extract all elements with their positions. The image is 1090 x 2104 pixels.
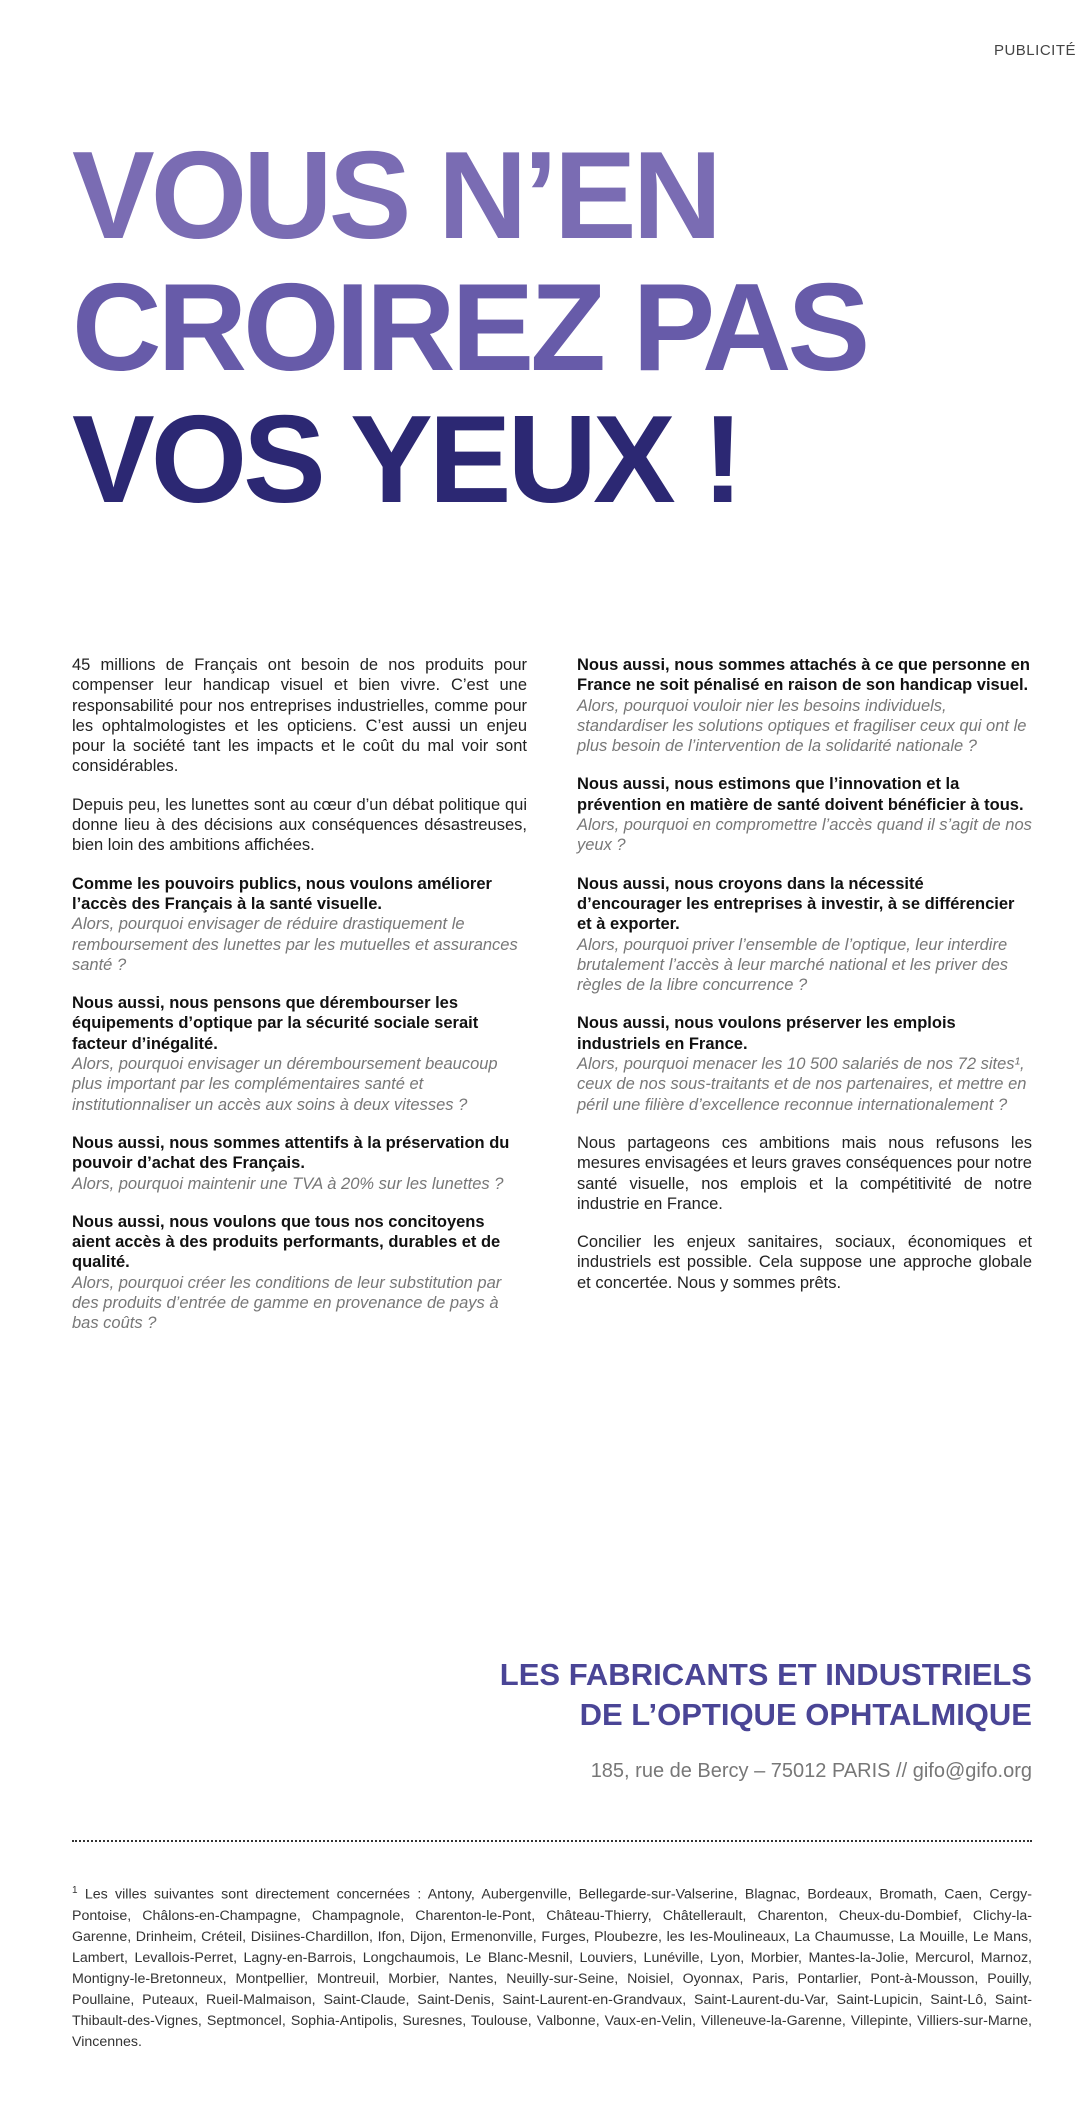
argument-question: Nous aussi, nous voulons que tous nos concitoyens aient accès à des produits performants, durables et de qualité. bbox=[72, 1212, 501, 1272]
argument-answer: Alors, pourquoi envisager de réduire drastiquement le remboursement des lunettes par les mutuelles et assurances santé ? bbox=[72, 915, 518, 974]
argument-block bbox=[72, 874, 527, 975]
argument-answer: Alors, pourquoi en compromettre l’accès quand il s’agit de nos yeux ? bbox=[577, 816, 1032, 855]
argument-question: Nous aussi, nous voulons préserver les emplois industriels en France. bbox=[577, 1014, 956, 1053]
body-columns bbox=[72, 655, 1032, 1352]
intro-paragraph-2: Depuis peu, les lunettes sont au cœur d’un débat politique qui donne lieu à des décisions aux conséquences désastreuses, bien loin des ambitions affichées. bbox=[72, 795, 527, 855]
signature-line-2: DE L’OPTIQUE OPHTALMIQUE bbox=[579, 1697, 1032, 1732]
argument-answer: Alors, pourquoi maintenir une TVA à 20% sur les lunettes ? bbox=[72, 1174, 504, 1193]
argument-block bbox=[577, 874, 1032, 996]
argument-block bbox=[72, 993, 527, 1115]
argument-answer: Alors, pourquoi créer les conditions de leur substitution par des produits d’entrée de gamme en provenance de pays à bas coûts ? bbox=[72, 1273, 502, 1333]
closing-paragraph-2: Concilier les enjeux sanitaires, sociaux, économiques et industriels est possible. Cela suppose une approche globale et concertée. Nous y sommes prêts. bbox=[577, 1233, 1032, 1292]
closing-paragraph-1: Nous partageons ces ambitions mais nous refusons les mesures envisagées et leurs graves conséquences pour notre santé visuelle, nos emplois et la compétitivité de notre industrie en France. bbox=[577, 1133, 1032, 1213]
argument-question: Nous aussi, nous estimons que l’innovation et la prévention en matière de santé doivent bénéficier à tous. bbox=[577, 775, 1024, 814]
right-column bbox=[577, 655, 1032, 1352]
postal-address: 185, rue de Bercy – 75012 PARIS // gifo@gifo.org bbox=[590, 1760, 1032, 1782]
argument-question: Nous aussi, nous sommes attentifs à la préservation du pouvoir d’achat des Français. bbox=[72, 1133, 510, 1173]
argument-answer: Alors, pourquoi envisager un déremboursement beaucoup plus important par les complémentaires santé et institutionnaliser un accès aux soins à deux vitesses ? bbox=[72, 1055, 498, 1114]
argument-question: Nous aussi, nous croyons dans la nécessité d’encourager les entreprises à investir, à se différencier et à exporter. bbox=[577, 874, 1015, 934]
argument-answer: Alors, pourquoi vouloir nier les besoins individuels, standardiser les solutions optiques et fragiliser ceux qui ont le plus besoin de l’intervention de la solidarité nationale ? bbox=[577, 696, 1027, 756]
signature bbox=[500, 1655, 1032, 1735]
argument-block bbox=[577, 655, 1032, 756]
argument-block bbox=[577, 1013, 1032, 1114]
intro-paragraph-1: 45 millions de Français ont besoin de nos produits pour compenser leur handicap visuel et bien vivre. C’est une responsabilité pour nos entreprises industrielles, comme pour les ophtalmologistes et les opticiens. C’est aussi un enjeu pour la société tant les impacts et le coût du mal voir sont considérables. bbox=[72, 656, 527, 776]
argument-question: Comme les pouvoirs publics, nous voulons améliorer l’accès des Français à la santé visuelle. bbox=[72, 874, 492, 913]
footnote-mark: 1 bbox=[72, 1885, 78, 1896]
argument-block bbox=[72, 1133, 527, 1194]
signature-line-1: LES FABRICANTS ET INDUSTRIELS bbox=[499, 1657, 1032, 1692]
footnote-text: Les villes suivantes sont directement concernées : Antony, Aubergenville, Bellegarde-sur-Valserine, Blagnac, Bordeaux, Bromath, Caen, Cergy-Pontoise, Châlons-en-Champagne, Champagnole, Charenton-le-Pont, Château-Thierry, Châtellerault, Charenton, Cheux-du-Dombief, Clichy-la-Garenne, Drinheim, Créteil, Disiines-Chardillon, Ifon, Dijon, Ermenonville, Furges, Ploubezre, les Ies-Moulineaux, La Chaumusse, La Mouille, Le Mans, Lambert, Levallois-Perret, Lagny-en-Barrois, Longchaumois, Le Blanc-Mesnil, Louviers, Lunéville, Lyon, Morbier, Mantes-la-Jolie, Mercurol, Marnoz, Montigny-le-Bretonneux, Montpellier, Montreuil, Morbier, Nantes, Neuilly-sur-Seine, Noisiel, Oyonnax, Paris, Pontarlier, Pont-à-Mousson, Pouilly, Poullaine, Puteaux, Rueil-Malmaison, Saint-Claude, Saint-Denis, Saint-Laurent-en-Grandvaux, Saint-Laurent-du-Var, Saint-Lupicin, Saint-Lô, Saint-Thibault-des-Vignes, Septmoncel, Sophia-Antipolis, Suresnes, Toulouse, Valbonne, Vaux-en-Velin, Villeneuve-la-Garenne, Villepinte, Villiers-sur-Marne, Vincennes. bbox=[72, 1886, 1032, 2050]
argument-block bbox=[577, 774, 1032, 855]
argument-answer: Alors, pourquoi menacer les 10 500 salariés de nos 72 sites¹, ceux de nos sous-traitants et de nos partenaires, et mettre en péril une filière d’excellence reconnue internationalement ? bbox=[577, 1055, 1027, 1114]
headline-line-3: VOS YEUX ! bbox=[72, 391, 740, 529]
dotted-divider bbox=[72, 1840, 1032, 1842]
headline-line-2: CROIREZ PAS bbox=[72, 259, 867, 397]
argument-question: Nous aussi, nous pensons que dérembourser les équipements d’optique par la sécurité sociale serait facteur d’inégalité. bbox=[72, 994, 479, 1053]
left-column bbox=[72, 655, 527, 1352]
headline-line-1: VOUS N’EN bbox=[72, 127, 719, 265]
headline bbox=[72, 127, 867, 529]
argument-answer: Alors, pourquoi priver l’ensemble de l’optique, leur interdire brutalement l’accès à leur marché national et les priver des règles de la libre concurrence ? bbox=[577, 935, 1009, 995]
footnote bbox=[72, 1880, 1032, 2053]
advertisement-label: PUBLICITÉ bbox=[993, 42, 1076, 59]
argument-block bbox=[72, 1212, 527, 1334]
argument-question: Nous aussi, nous sommes attachés à ce que personne en France ne soit pénalisé en raison de son handicap visuel. bbox=[577, 656, 1030, 695]
